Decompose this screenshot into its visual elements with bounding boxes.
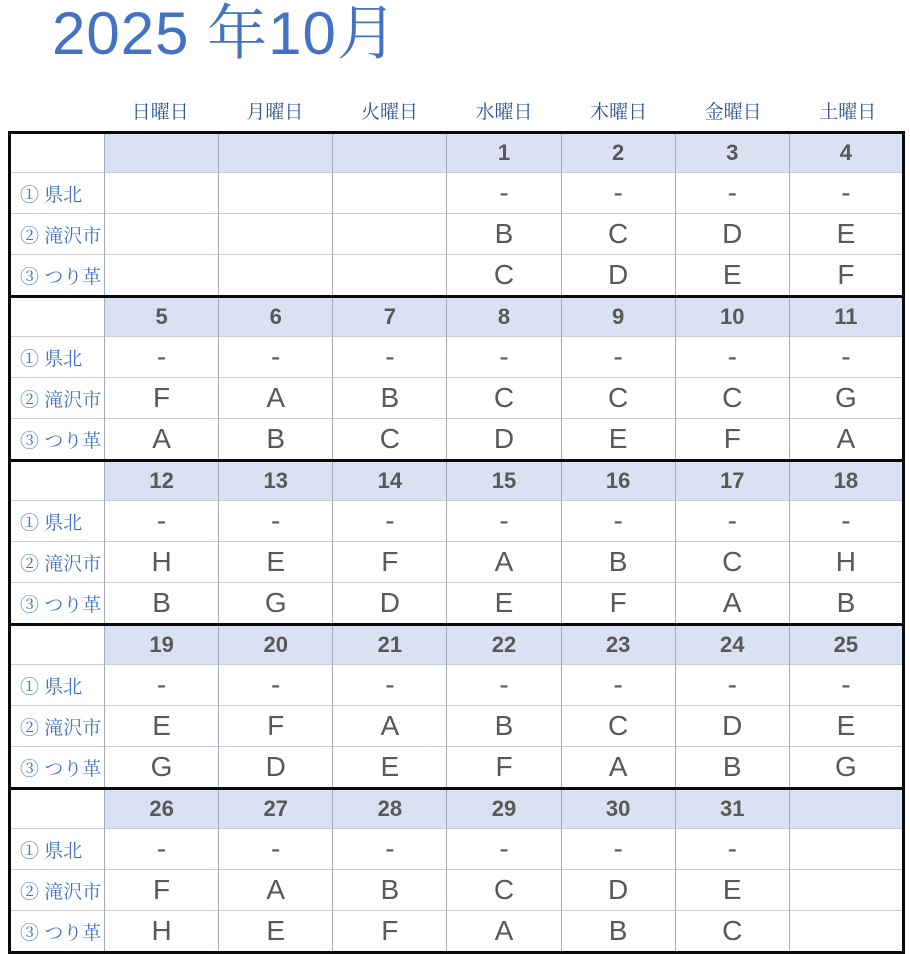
date-cell[interactable]: 30 <box>561 789 675 829</box>
date-cell[interactable]: 6 <box>219 297 333 337</box>
schedule-cell[interactable] <box>105 255 219 297</box>
schedule-cell[interactable]: C <box>561 214 675 255</box>
schedule-cell[interactable]: G <box>789 378 903 419</box>
schedule-cell[interactable]: - <box>447 829 561 870</box>
date-cell[interactable]: 11 <box>789 297 903 337</box>
schedule-cell[interactable]: F <box>105 870 219 911</box>
schedule-cell[interactable]: F <box>675 419 789 461</box>
schedule-cell[interactable]: E <box>789 214 903 255</box>
schedule-cell[interactable]: B <box>105 583 219 625</box>
weekday-header: 土曜日 <box>819 102 877 123</box>
schedule-cell[interactable]: - <box>333 501 447 542</box>
schedule-cell[interactable]: C <box>447 378 561 419</box>
schedule-cell[interactable]: - <box>447 501 561 542</box>
date-cell[interactable]: 24 <box>675 625 789 665</box>
schedule-cell[interactable]: F <box>219 706 333 747</box>
schedule-cell[interactable]: - <box>675 829 789 870</box>
weekday-header: 金曜日 <box>704 102 762 123</box>
schedule-cell[interactable]: F <box>333 542 447 583</box>
date-cell[interactable]: 17 <box>675 461 789 501</box>
date-cell[interactable]: 8 <box>447 297 561 337</box>
date-cell[interactable] <box>333 133 447 173</box>
row-label: ③ つり革 <box>10 255 105 297</box>
week-data-row <box>10 706 904 747</box>
date-cell[interactable]: 26 <box>105 789 219 829</box>
row-label: ② 滝沢市 <box>10 378 105 419</box>
schedule-cell[interactable]: C <box>447 255 561 297</box>
schedule-cell[interactable]: C <box>675 542 789 583</box>
week-data-row <box>10 747 904 789</box>
date-cell[interactable]: 2 <box>561 133 675 173</box>
date-cell[interactable]: 31 <box>675 789 789 829</box>
schedule-cell[interactable]: G <box>789 747 903 789</box>
schedule-cell[interactable]: - <box>561 337 675 378</box>
schedule-cell[interactable] <box>105 214 219 255</box>
schedule-cell[interactable]: - <box>333 665 447 706</box>
schedule-cell[interactable]: - <box>675 501 789 542</box>
schedule-cell[interactable]: - <box>447 665 561 706</box>
schedule-cell[interactable]: A <box>447 911 561 953</box>
schedule-cell[interactable]: H <box>789 542 903 583</box>
schedule-cell[interactable]: D <box>675 706 789 747</box>
schedule-cell[interactable]: B <box>561 542 675 583</box>
date-cell[interactable]: 13 <box>219 461 333 501</box>
date-cell[interactable]: 4 <box>789 133 903 173</box>
date-cell[interactable]: 20 <box>219 625 333 665</box>
week-data-row <box>10 542 904 583</box>
schedule-cell[interactable]: - <box>561 501 675 542</box>
date-row-spacer <box>10 461 105 501</box>
week-data-row <box>10 378 904 419</box>
schedule-cell[interactable]: - <box>219 665 333 706</box>
schedule-cell[interactable]: A <box>561 747 675 789</box>
schedule-cell[interactable]: E <box>675 870 789 911</box>
row-label: ① 県北 <box>10 337 105 378</box>
date-cell[interactable]: 19 <box>105 625 219 665</box>
schedule-cell[interactable]: E <box>333 747 447 789</box>
row-label: ② 滝沢市 <box>10 214 105 255</box>
date-cell[interactable]: 9 <box>561 297 675 337</box>
date-cell[interactable]: 10 <box>675 297 789 337</box>
schedule-cell[interactable]: C <box>675 911 789 953</box>
date-cell[interactable]: 16 <box>561 461 675 501</box>
schedule-cell[interactable]: A <box>447 542 561 583</box>
schedule-cell[interactable]: D <box>447 419 561 461</box>
schedule-cell[interactable]: - <box>105 665 219 706</box>
schedule-cell[interactable]: B <box>333 378 447 419</box>
week-data-row <box>10 255 904 297</box>
schedule-cell[interactable]: E <box>675 255 789 297</box>
schedule-cell[interactable] <box>219 255 333 297</box>
weekday-header: 日曜日 <box>131 102 189 123</box>
schedule-cell[interactable]: E <box>447 583 561 625</box>
date-cell[interactable]: 27 <box>219 789 333 829</box>
schedule-cell[interactable]: E <box>219 911 333 953</box>
schedule-cell[interactable]: - <box>561 665 675 706</box>
week-data-row <box>10 911 904 953</box>
schedule-cell[interactable]: C <box>675 378 789 419</box>
schedule-cell[interactable]: - <box>105 829 219 870</box>
schedule-cell[interactable]: E <box>561 419 675 461</box>
date-cell[interactable]: 3 <box>675 133 789 173</box>
week-data-row <box>10 337 904 378</box>
schedule-cell[interactable]: D <box>333 583 447 625</box>
row-label: ③ つり革 <box>10 911 105 953</box>
schedule-cell[interactable]: A <box>219 378 333 419</box>
week-date-row <box>10 461 904 501</box>
date-cell[interactable]: 23 <box>561 625 675 665</box>
row-label: ② 滝沢市 <box>10 870 105 911</box>
date-cell[interactable]: 1 <box>447 133 561 173</box>
week-data-row <box>10 665 904 706</box>
schedule-cell[interactable]: - <box>789 501 903 542</box>
schedule-cell[interactable]: E <box>789 706 903 747</box>
schedule-cell[interactable]: - <box>447 173 561 214</box>
schedule-cell[interactable]: - <box>333 337 447 378</box>
date-cell[interactable] <box>105 133 219 173</box>
schedule-cell[interactable]: B <box>219 419 333 461</box>
schedule-cell[interactable]: H <box>105 911 219 953</box>
date-cell[interactable] <box>789 789 903 829</box>
schedule-cell[interactable]: B <box>333 870 447 911</box>
schedule-cell[interactable]: F <box>105 378 219 419</box>
row-label: ③ つり革 <box>10 747 105 789</box>
schedule-cell[interactable]: C <box>561 378 675 419</box>
schedule-cell[interactable]: - <box>105 501 219 542</box>
schedule-cell[interactable]: - <box>447 337 561 378</box>
schedule-cell[interactable]: - <box>105 337 219 378</box>
schedule-cell[interactable]: D <box>675 214 789 255</box>
schedule-cell[interactable]: - <box>789 665 903 706</box>
date-cell[interactable]: 15 <box>447 461 561 501</box>
week-data-row <box>10 173 904 214</box>
schedule-cell[interactable] <box>789 829 903 870</box>
weekday-header: 水曜日 <box>475 102 533 123</box>
row-label: ① 県北 <box>10 501 105 542</box>
schedule-cell[interactable]: - <box>333 829 447 870</box>
row-label: ③ つり革 <box>10 583 105 625</box>
schedule-cell[interactable]: A <box>333 706 447 747</box>
row-label: ③ つり革 <box>10 419 105 461</box>
schedule-cell[interactable] <box>789 870 903 911</box>
week-date-row <box>10 297 904 337</box>
week-data-row <box>10 829 904 870</box>
row-label: ② 滝沢市 <box>10 706 105 747</box>
schedule-cell[interactable]: C <box>447 870 561 911</box>
schedule-cell[interactable] <box>219 214 333 255</box>
date-cell[interactable]: 29 <box>447 789 561 829</box>
schedule-cell[interactable] <box>333 255 447 297</box>
schedule-cell[interactable]: - <box>219 829 333 870</box>
week-data-row <box>10 419 904 461</box>
row-label: ① 県北 <box>10 665 105 706</box>
schedule-cell[interactable]: A <box>675 583 789 625</box>
schedule-cell[interactable]: - <box>219 337 333 378</box>
schedule-cell[interactable]: A <box>219 870 333 911</box>
weekday-header: 火曜日 <box>360 102 418 123</box>
schedule-cell[interactable]: C <box>333 419 447 461</box>
row-label: ② 滝沢市 <box>10 542 105 583</box>
week-date-row <box>10 133 904 173</box>
schedule-cell[interactable]: - <box>675 173 789 214</box>
week-data-row <box>10 501 904 542</box>
date-row-spacer <box>10 789 105 829</box>
schedule-cell[interactable]: B <box>447 706 561 747</box>
date-cell[interactable]: 18 <box>789 461 903 501</box>
schedule-cell[interactable]: F <box>447 747 561 789</box>
date-cell[interactable]: 12 <box>105 461 219 501</box>
schedule-cell[interactable]: B <box>789 583 903 625</box>
schedule-cell[interactable] <box>105 173 219 214</box>
schedule-cell[interactable]: E <box>219 542 333 583</box>
schedule-cell[interactable]: D <box>561 870 675 911</box>
weekday-header: 木曜日 <box>590 102 648 123</box>
schedule-cell[interactable]: B <box>561 911 675 953</box>
date-cell[interactable]: 25 <box>789 625 903 665</box>
weekday-header: 月曜日 <box>246 102 304 123</box>
week-date-row <box>10 789 904 829</box>
week-data-row <box>10 870 904 911</box>
schedule-cell[interactable]: A <box>105 419 219 461</box>
schedule-cell[interactable] <box>789 911 903 953</box>
schedule-cell[interactable]: - <box>789 173 903 214</box>
schedule-cell[interactable]: - <box>675 337 789 378</box>
schedule-cell[interactable]: F <box>789 255 903 297</box>
schedule-cell[interactable]: H <box>105 542 219 583</box>
schedule-cell[interactable] <box>219 173 333 214</box>
date-row-spacer <box>10 297 105 337</box>
date-row-spacer <box>10 625 105 665</box>
schedule-cell[interactable]: G <box>105 747 219 789</box>
week-data-row <box>10 583 904 625</box>
date-row-spacer <box>10 133 105 173</box>
schedule-cell[interactable] <box>333 173 447 214</box>
date-cell[interactable]: 21 <box>333 625 447 665</box>
schedule-cell[interactable]: F <box>561 583 675 625</box>
schedule-cell[interactable]: E <box>105 706 219 747</box>
schedule-cell[interactable]: - <box>789 337 903 378</box>
row-label: ① 県北 <box>10 173 105 214</box>
schedule-cell[interactable]: - <box>561 829 675 870</box>
schedule-cell[interactable]: - <box>675 665 789 706</box>
schedule-cell[interactable]: F <box>333 911 447 953</box>
date-cell[interactable]: 5 <box>105 297 219 337</box>
schedule-table <box>8 131 905 954</box>
schedule-cell[interactable]: D <box>561 255 675 297</box>
schedule-cell[interactable]: G <box>219 583 333 625</box>
schedule-cell[interactable]: A <box>789 419 903 461</box>
date-cell[interactable]: 14 <box>333 461 447 501</box>
row-label: ① 県北 <box>10 829 105 870</box>
schedule-cell[interactable]: B <box>675 747 789 789</box>
schedule-cell[interactable]: C <box>561 706 675 747</box>
schedule-cell[interactable]: B <box>447 214 561 255</box>
date-cell[interactable]: 7 <box>333 297 447 337</box>
date-cell[interactable] <box>219 133 333 173</box>
page-title: 2025 年10月 <box>52 0 398 67</box>
schedule-cell[interactable] <box>333 214 447 255</box>
schedule-cell[interactable]: - <box>219 501 333 542</box>
weekday-header-row <box>103 97 905 124</box>
date-cell[interactable]: 28 <box>333 789 447 829</box>
week-date-row <box>10 625 904 665</box>
schedule-cell[interactable]: D <box>219 747 333 789</box>
date-cell[interactable]: 22 <box>447 625 561 665</box>
week-data-row <box>10 214 904 255</box>
schedule-cell[interactable]: - <box>561 173 675 214</box>
